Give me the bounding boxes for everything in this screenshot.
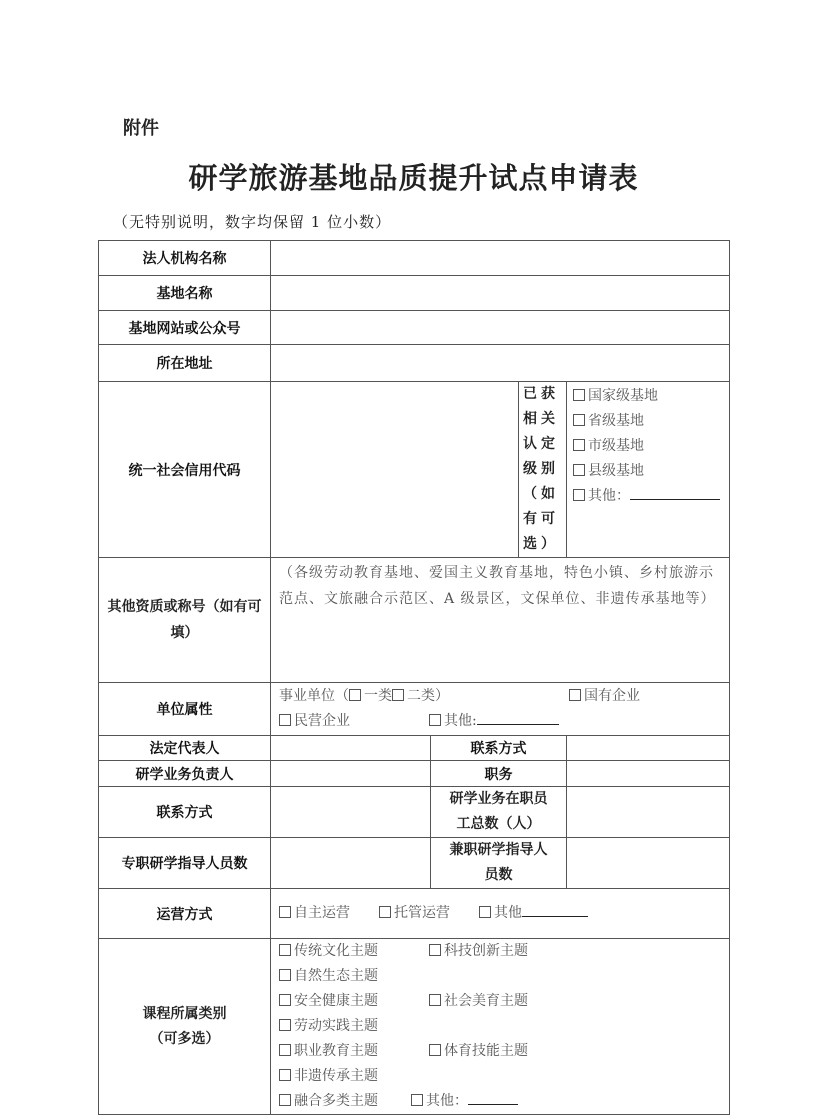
option-self-run[interactable]: 自主运营 xyxy=(279,901,379,926)
checkbox-icon[interactable] xyxy=(573,489,585,501)
course-option[interactable]: 传统文化主题 xyxy=(279,939,429,964)
label-parttime-guides: 兼职研学指导人员数 xyxy=(431,838,567,889)
course-option[interactable]: 劳动实践主题 xyxy=(279,1014,429,1039)
checkbox-icon[interactable] xyxy=(573,389,585,401)
course-option[interactable]: 社会美育主题 xyxy=(429,989,579,1014)
course-option[interactable]: 其他： xyxy=(411,1089,518,1114)
label-course: 课程所属类别 （可多选） xyxy=(99,939,271,1115)
blank-line[interactable] xyxy=(522,904,588,917)
label-position: 职务 xyxy=(431,761,567,787)
checkbox-icon[interactable] xyxy=(429,944,441,956)
field-contact2[interactable] xyxy=(271,787,431,838)
course-option[interactable]: 融合多类主题 xyxy=(279,1089,411,1114)
checkbox-icon[interactable] xyxy=(379,906,391,918)
course-option[interactable]: 职业教育主题 xyxy=(279,1039,429,1064)
field-other-quals[interactable]: （各级劳动教育基地、爱国主义教育基地，特色小镇、乡村旅游示范点、文旅融合示范区、A 级景区，文保单位、非遗传承基地等） xyxy=(271,558,730,683)
label-staff-total: 研学业务在职员工总数（人） xyxy=(431,787,567,838)
label-unit-type: 单位属性 xyxy=(99,683,271,736)
checkbox-icon[interactable] xyxy=(429,714,441,726)
course-option[interactable]: 自然生态主题 xyxy=(279,964,429,989)
field-legal-entity[interactable] xyxy=(271,241,730,276)
blank-line[interactable] xyxy=(468,1092,518,1105)
option-other[interactable]: 其他： xyxy=(573,484,723,509)
option-private[interactable]: 民营企业 xyxy=(279,709,429,734)
label-other-quals: 其他资质或称号（如有可填） xyxy=(99,558,271,683)
field-parttime-guides[interactable] xyxy=(567,838,730,889)
label-credit-code: 统一社会信用代码 xyxy=(99,382,271,558)
label-fulltime-guides: 专职研学指导人员数 xyxy=(99,838,271,889)
checkbox-icon[interactable] xyxy=(279,1094,291,1106)
checkbox-icon[interactable] xyxy=(279,1044,291,1056)
field-address[interactable] xyxy=(271,345,730,382)
label-contact2: 联系方式 xyxy=(99,787,271,838)
field-study-lead[interactable] xyxy=(271,761,431,787)
form-note: （无特别说明，数字均保留 1 位小数） xyxy=(113,213,392,231)
option-county[interactable]: 县级基地 xyxy=(573,459,723,484)
checkbox-icon[interactable] xyxy=(279,969,291,981)
operation-options xyxy=(271,889,730,939)
label-study-lead: 研学业务负责人 xyxy=(99,761,271,787)
label-operation: 运营方式 xyxy=(99,889,271,939)
checkbox-icon[interactable] xyxy=(429,1044,441,1056)
label-base-name: 基地名称 xyxy=(99,276,271,311)
checkbox-icon[interactable] xyxy=(279,1069,291,1081)
field-legal-rep[interactable] xyxy=(271,736,431,761)
blank-line[interactable] xyxy=(630,487,720,500)
field-website[interactable] xyxy=(271,311,730,345)
field-base-name[interactable] xyxy=(271,276,730,311)
field-contact[interactable] xyxy=(567,736,730,761)
checkbox-icon[interactable] xyxy=(279,714,291,726)
course-option[interactable]: 安全健康主题 xyxy=(279,989,429,1014)
checkbox-icon[interactable] xyxy=(479,906,491,918)
course-option[interactable]: 科技创新主题 xyxy=(429,939,579,964)
option-managed[interactable]: 托管运营 xyxy=(379,901,479,926)
option-national[interactable]: 国家级基地 xyxy=(573,384,723,409)
label-legal-entity: 法人机构名称 xyxy=(99,241,271,276)
blank-line[interactable] xyxy=(477,712,559,725)
field-position[interactable] xyxy=(567,761,730,787)
checkbox-icon[interactable] xyxy=(573,439,585,451)
course-option[interactable]: 非遗传承主题 xyxy=(279,1064,429,1089)
checkbox-icon[interactable] xyxy=(573,414,585,426)
label-legal-rep: 法定代表人 xyxy=(99,736,271,761)
label-contact: 联系方式 xyxy=(431,736,567,761)
course-options xyxy=(271,939,730,1115)
course-option[interactable]: 体育技能主题 xyxy=(429,1039,579,1064)
checkbox-icon[interactable] xyxy=(392,689,404,701)
label-website: 基地网站或公众号 xyxy=(99,311,271,345)
checkbox-icon[interactable] xyxy=(279,1019,291,1031)
application-form-table xyxy=(98,240,730,1115)
field-staff-total[interactable] xyxy=(567,787,730,838)
checkbox-icon[interactable] xyxy=(411,1094,423,1106)
form-title: 研学旅游基地品质提升试点申请表 xyxy=(188,161,639,195)
level-options xyxy=(567,382,730,558)
field-fulltime-guides[interactable] xyxy=(271,838,431,889)
attachment-label: 附件 xyxy=(123,118,159,139)
checkbox-icon[interactable] xyxy=(279,994,291,1006)
checkbox-icon[interactable] xyxy=(573,464,585,476)
label-address: 所在地址 xyxy=(99,345,271,382)
unit-type-options: 事业单位（ 一类 二类） 国有企业 民营企业 其他: xyxy=(271,683,730,736)
option-city[interactable]: 市级基地 xyxy=(573,434,723,459)
checkbox-icon[interactable] xyxy=(279,944,291,956)
label-level: 已获相关认定级别（如有可选） xyxy=(519,382,567,558)
checkbox-icon[interactable] xyxy=(349,689,361,701)
field-credit-code[interactable] xyxy=(271,382,519,558)
checkbox-icon[interactable] xyxy=(569,689,581,701)
checkbox-icon[interactable] xyxy=(429,994,441,1006)
checkbox-icon[interactable] xyxy=(279,906,291,918)
option-operation-other[interactable]: 其他 xyxy=(479,901,588,926)
option-province[interactable]: 省级基地 xyxy=(573,409,723,434)
option-state-owned[interactable]: 国有企业 xyxy=(569,684,640,709)
option-unit-other[interactable]: 其他: xyxy=(429,709,559,734)
